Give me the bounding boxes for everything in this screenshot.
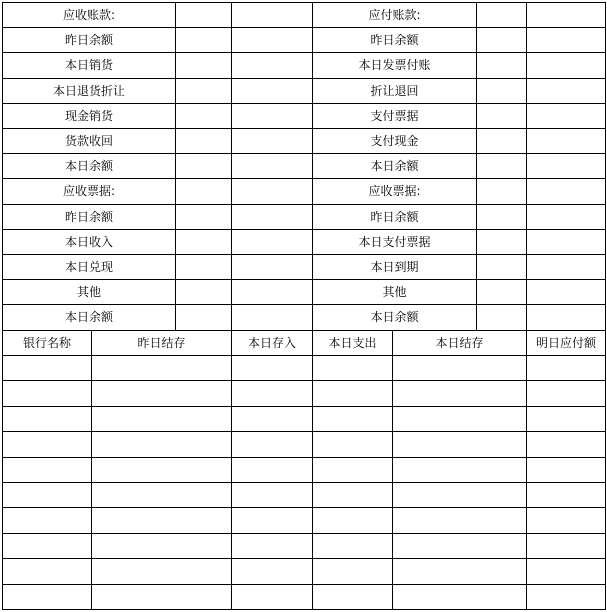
bank-cell[interactable]: [393, 458, 526, 482]
value-cell[interactable]: [477, 154, 526, 178]
value-cell[interactable]: [232, 230, 312, 254]
bank-cell[interactable]: [393, 559, 526, 583]
bank-cell[interactable]: [92, 381, 231, 405]
bank-cell[interactable]: [3, 483, 91, 507]
bank-cell[interactable]: [313, 432, 392, 456]
bank-cell[interactable]: [313, 407, 392, 431]
label-right-other: 其他: [382, 285, 407, 299]
bank-cell[interactable]: [3, 407, 91, 431]
bank-cell[interactable]: [232, 534, 312, 558]
bank-cell[interactable]: [527, 356, 605, 380]
value-cell[interactable]: [232, 28, 312, 52]
value-cell[interactable]: [477, 255, 526, 279]
label-ap-today-balance: 本日余额: [370, 159, 419, 173]
bank-cell[interactable]: [313, 356, 392, 380]
bank-cell[interactable]: [527, 559, 605, 583]
value-cell[interactable]: [176, 53, 231, 77]
label-ar-yesterday-balance: 昨日余额: [64, 33, 113, 47]
value-cell[interactable]: [527, 3, 605, 27]
label-notes-receivable: 应收票据:: [62, 184, 116, 198]
bank-cell[interactable]: [92, 559, 231, 583]
value-cell[interactable]: [232, 3, 312, 27]
bank-cell[interactable]: [313, 458, 392, 482]
value-cell[interactable]: [176, 179, 231, 203]
label-today-returns-allowances: 本日退货折让: [52, 84, 125, 98]
grid-line-vertical: [605, 330, 606, 610]
grid-line-horizontal: [2, 609, 606, 610]
label-ap-yesterday-balance: 昨日余额: [370, 33, 419, 47]
value-cell[interactable]: [527, 305, 605, 329]
value-cell[interactable]: [527, 28, 605, 52]
bank-cell[interactable]: [527, 585, 605, 609]
bank-cell[interactable]: [232, 432, 312, 456]
bank-cell[interactable]: [92, 534, 231, 558]
value-cell[interactable]: [232, 104, 312, 128]
bank-cell[interactable]: [527, 483, 605, 507]
header-bank-name: 银行名称: [22, 336, 71, 350]
label-nr-yesterday-balance: 昨日余额: [64, 210, 113, 224]
bank-cell[interactable]: [3, 432, 91, 456]
bank-cell[interactable]: [393, 432, 526, 456]
value-cell[interactable]: [477, 79, 526, 103]
value-cell[interactable]: [527, 154, 605, 178]
header-tomorrow-payable: 明日应付额: [535, 336, 596, 350]
bank-cell[interactable]: [527, 407, 605, 431]
value-cell[interactable]: [176, 205, 231, 229]
bank-cell[interactable]: [313, 483, 392, 507]
bank-cell[interactable]: [92, 432, 231, 456]
value-cell[interactable]: [527, 255, 605, 279]
label-pay-cash: 支付现金: [370, 134, 419, 148]
bank-cell[interactable]: [313, 585, 392, 609]
value-cell[interactable]: [477, 28, 526, 52]
value-cell[interactable]: [176, 104, 231, 128]
value-cell[interactable]: [477, 53, 526, 77]
label-right-yesterday-balance: 昨日余额: [370, 210, 419, 224]
value-cell[interactable]: [477, 280, 526, 304]
bank-cell[interactable]: [232, 381, 312, 405]
value-cell[interactable]: [477, 230, 526, 254]
header-yesterday-balance: 昨日结存: [137, 336, 186, 350]
header-today-deposit: 本日存入: [247, 336, 296, 350]
bank-cell[interactable]: [393, 483, 526, 507]
value-cell[interactable]: [176, 280, 231, 304]
value-cell[interactable]: [176, 230, 231, 254]
bank-cell[interactable]: [232, 585, 312, 609]
bank-cell[interactable]: [3, 356, 91, 380]
label-today-sales: 本日销货: [64, 58, 113, 72]
label-today-notes-paid: 本日支付票据: [358, 235, 431, 249]
value-cell[interactable]: [232, 305, 312, 329]
label-accounts-receivable: 应收账款:: [62, 8, 116, 22]
value-cell[interactable]: [232, 205, 312, 229]
value-cell[interactable]: [232, 53, 312, 77]
bank-cell[interactable]: [527, 381, 605, 405]
label-payment-collected: 货款收回: [64, 134, 113, 148]
value-cell[interactable]: [176, 255, 231, 279]
value-cell[interactable]: [176, 154, 231, 178]
value-cell[interactable]: [477, 205, 526, 229]
header-today-balance: 本日结存: [435, 336, 484, 350]
bank-cell[interactable]: [3, 381, 91, 405]
value-cell[interactable]: [477, 129, 526, 153]
label-cash-sales: 现金销货: [64, 109, 113, 123]
bank-cell[interactable]: [232, 356, 312, 380]
value-cell[interactable]: [232, 129, 312, 153]
value-cell[interactable]: [527, 230, 605, 254]
bank-cell[interactable]: [92, 483, 231, 507]
value-cell[interactable]: [477, 104, 526, 128]
bank-cell[interactable]: [92, 508, 231, 532]
bank-cell[interactable]: [92, 458, 231, 482]
value-cell[interactable]: [176, 28, 231, 52]
bank-cell[interactable]: [313, 508, 392, 532]
bank-cell[interactable]: [393, 508, 526, 532]
value-cell[interactable]: [477, 305, 526, 329]
value-cell[interactable]: [477, 179, 526, 203]
value-cell[interactable]: [527, 53, 605, 77]
value-cell[interactable]: [232, 179, 312, 203]
bank-cell[interactable]: [232, 559, 312, 583]
label-nr-today-balance: 本日余额: [64, 310, 113, 324]
value-cell[interactable]: [527, 129, 605, 153]
bank-cell[interactable]: [393, 407, 526, 431]
value-cell[interactable]: [176, 129, 231, 153]
bank-cell[interactable]: [313, 534, 392, 558]
bank-cell[interactable]: [3, 585, 91, 609]
bank-cell[interactable]: [3, 534, 91, 558]
label-left-other: 其他: [76, 285, 101, 299]
label-today-due: 本日到期: [370, 260, 419, 274]
value-cell[interactable]: [527, 280, 605, 304]
label-pay-notes: 支付票据: [370, 109, 419, 123]
value-cell[interactable]: [232, 79, 312, 103]
bank-cell[interactable]: [92, 407, 231, 431]
value-cell[interactable]: [176, 79, 231, 103]
value-cell[interactable]: [527, 104, 605, 128]
bank-cell[interactable]: [393, 585, 526, 609]
label-allowance-return: 折让退回: [370, 84, 419, 98]
bank-cell[interactable]: [313, 559, 392, 583]
bank-cell[interactable]: [393, 381, 526, 405]
label-accounts-payable: 应付账款:: [368, 8, 421, 22]
label-today-cashed: 本日兑现: [64, 260, 113, 274]
value-cell[interactable]: [527, 179, 605, 203]
bank-cell[interactable]: [313, 381, 392, 405]
label-ar-today-balance: 本日余额: [64, 159, 113, 173]
value-cell[interactable]: [176, 305, 231, 329]
bank-cell[interactable]: [232, 508, 312, 532]
value-cell[interactable]: [232, 154, 312, 178]
label-right-notes-receivable: 应收票据:: [368, 184, 421, 198]
bank-cell[interactable]: [232, 407, 312, 431]
bank-cell[interactable]: [527, 508, 605, 532]
bank-cell[interactable]: [232, 458, 312, 482]
bank-cell[interactable]: [3, 458, 91, 482]
label-today-income: 本日收入: [64, 235, 113, 249]
value-cell[interactable]: [477, 3, 526, 27]
bank-cell[interactable]: [393, 356, 526, 380]
bank-cell[interactable]: [527, 458, 605, 482]
value-cell[interactable]: [176, 3, 231, 27]
bank-cell[interactable]: [527, 534, 605, 558]
value-cell[interactable]: [527, 205, 605, 229]
label-today-invoice-payment: 本日发票付账: [358, 58, 431, 72]
value-cell[interactable]: [232, 255, 312, 279]
bank-cell[interactable]: [3, 508, 91, 532]
header-today-expense: 本日支出: [328, 336, 377, 350]
value-cell[interactable]: [232, 280, 312, 304]
label-right-today-balance: 本日余额: [370, 310, 419, 324]
bank-cell[interactable]: [92, 585, 231, 609]
bank-cell[interactable]: [393, 534, 526, 558]
bank-cell[interactable]: [3, 559, 91, 583]
value-cell[interactable]: [527, 79, 605, 103]
bank-cell[interactable]: [527, 432, 605, 456]
bank-cell[interactable]: [92, 356, 231, 380]
grid-line-vertical: [605, 2, 606, 331]
bank-cell[interactable]: [232, 483, 312, 507]
